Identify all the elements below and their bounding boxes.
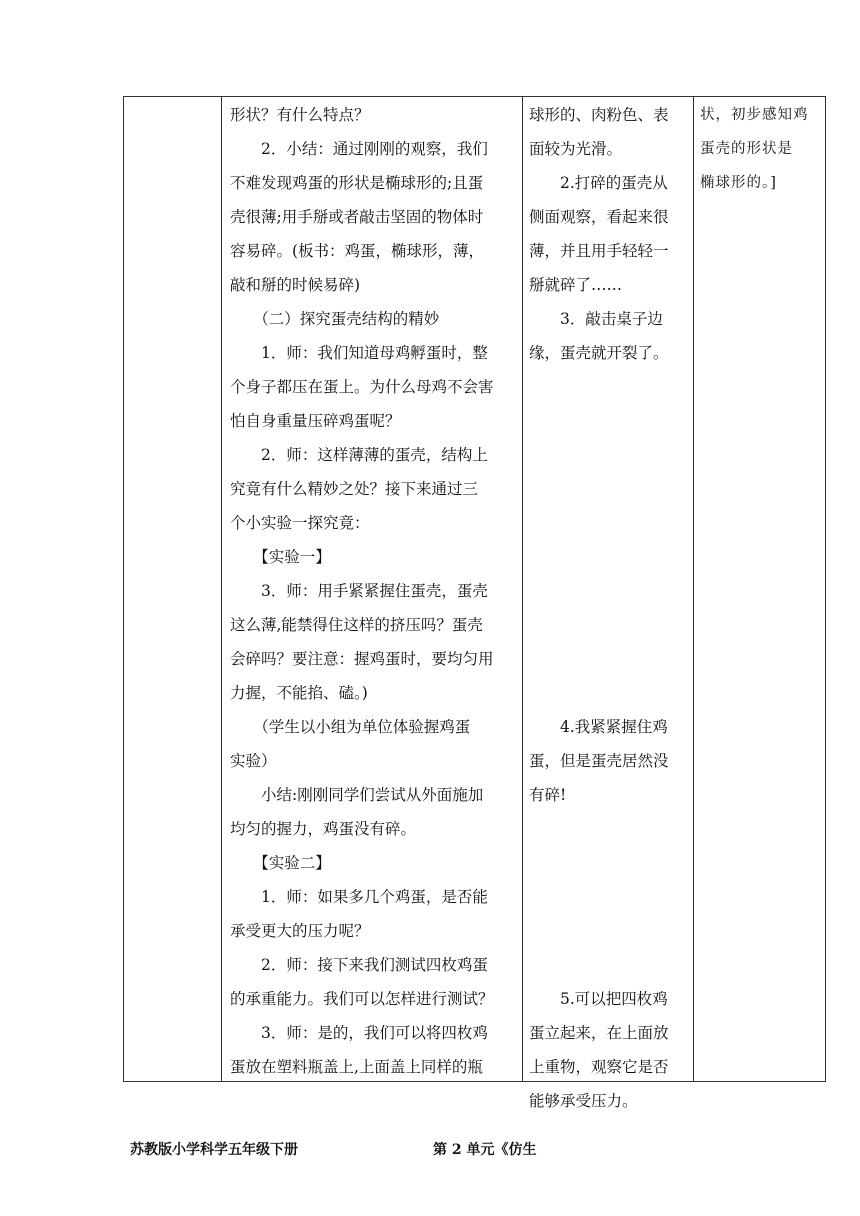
process-text-line: 究竟有什么精妙之处？接下来通过三	[230, 480, 479, 498]
process-text-line: 容易碎。(板书：鸡蛋，椭球形，薄，	[230, 242, 485, 260]
student-text-line: 面较为光滑。	[529, 140, 623, 158]
column-divider	[693, 97, 694, 1081]
process-text-line: 3．师：用手紧紧握住蛋壳，蛋壳	[230, 582, 488, 600]
process-text-line: 的承重能力。我们可以怎样进行测试？	[230, 990, 494, 1008]
process-text-line: 3．师：是的，我们可以将四枚鸡	[230, 1024, 488, 1042]
column-divider	[522, 97, 523, 1081]
process-text-line: 这么薄,能禁得住这样的挤压吗？蛋壳	[230, 616, 483, 634]
process-text-line: 2．小结：通过刚刚的观察，我们	[230, 140, 488, 158]
student-text-line: 2.打碎的蛋壳从	[529, 174, 668, 192]
process-text-line: 小结:刚刚同学们尝试从外面施加	[230, 786, 484, 804]
process-text-line: 均匀的握力，鸡蛋没有碎。	[230, 820, 417, 838]
process-text-line: （学生以小组为单位体验握鸡蛋	[230, 718, 471, 736]
student-text-line: 掰就碎了……	[529, 276, 623, 294]
process-text-line: 力握，不能掐、磕。)	[230, 684, 368, 702]
student-text-line: 上重物，观察它是否	[529, 1058, 669, 1076]
column-divider	[221, 97, 222, 1081]
process-text-line: 承受更大的压力呢？	[230, 922, 370, 940]
lesson-table	[123, 96, 826, 1110]
student-text-line: 蛋立起来，在上面放	[529, 1024, 669, 1042]
process-text-line: 敲和掰的时候易碎)	[230, 276, 361, 294]
student-text-line: 4.我紧紧握住鸡	[529, 718, 668, 736]
process-text-line: 会碎吗？要注意：握鸡蛋时，要均匀用	[230, 650, 494, 668]
process-text-line: 蛋放在塑料瓶盖上,上面盖上同样的瓶	[230, 1058, 483, 1076]
process-text-line: 1．师：如果多几个鸡蛋，是否能	[230, 888, 488, 906]
process-text-line: 壳很薄;用手掰或者敲击坚固的物体时	[230, 208, 484, 226]
student-text-line: 缘，蛋壳就开裂了。	[529, 344, 669, 362]
intent-text-line: 蛋壳的形状是	[700, 141, 793, 157]
process-text-line: 个身子都压在蛋上。为什么母鸡不会害	[230, 378, 494, 396]
student-text-line: 薄，并且用手轻轻一	[529, 242, 669, 260]
student-text-line: 5.可以把四枚鸡	[529, 990, 668, 1008]
student-text-line: 蛋，但是蛋壳居然没	[529, 752, 669, 770]
student-text-line: 球形的、肉粉色、表	[529, 106, 669, 124]
process-text-line: 形状？有什么特点？	[230, 106, 370, 124]
process-text-line: 个小实验一探究竟：	[230, 514, 370, 532]
footer-book-title: 苏教版小学科学五年级下册	[130, 1142, 298, 1158]
process-text-line: 怕自身重量压碎鸡蛋呢？	[230, 412, 401, 430]
process-text-line: 2．师：接下来我们测试四枚鸡蛋	[230, 956, 488, 974]
student-text-line: 侧面观察，看起来很	[529, 208, 669, 226]
process-text-line: 【实验一】	[230, 548, 331, 566]
student-text-line: 3．敲击桌子边	[529, 310, 663, 328]
process-text-line: 不难发现鸡蛋的形状是椭球形的;且蛋	[230, 174, 484, 192]
student-text-line: 有碎!	[529, 786, 567, 804]
intent-text-line: 椭球形的。]	[700, 175, 777, 191]
process-text-line: 1．师：我们知道母鸡孵蛋时，整	[230, 344, 488, 362]
process-text-line: 【实验二】	[230, 854, 331, 872]
process-text-line: 2．师：这样薄薄的蛋壳，结构上	[230, 446, 488, 464]
process-text-line: （二）探究蛋壳结构的精妙	[230, 310, 440, 328]
intent-text-line: 状，初步感知鸡	[700, 107, 809, 123]
footer-unit-title: 第 2 单元《仿生	[433, 1142, 537, 1158]
process-text-line: 实验）	[230, 752, 277, 770]
student-text-line: 能够承受压力。	[529, 1092, 638, 1110]
